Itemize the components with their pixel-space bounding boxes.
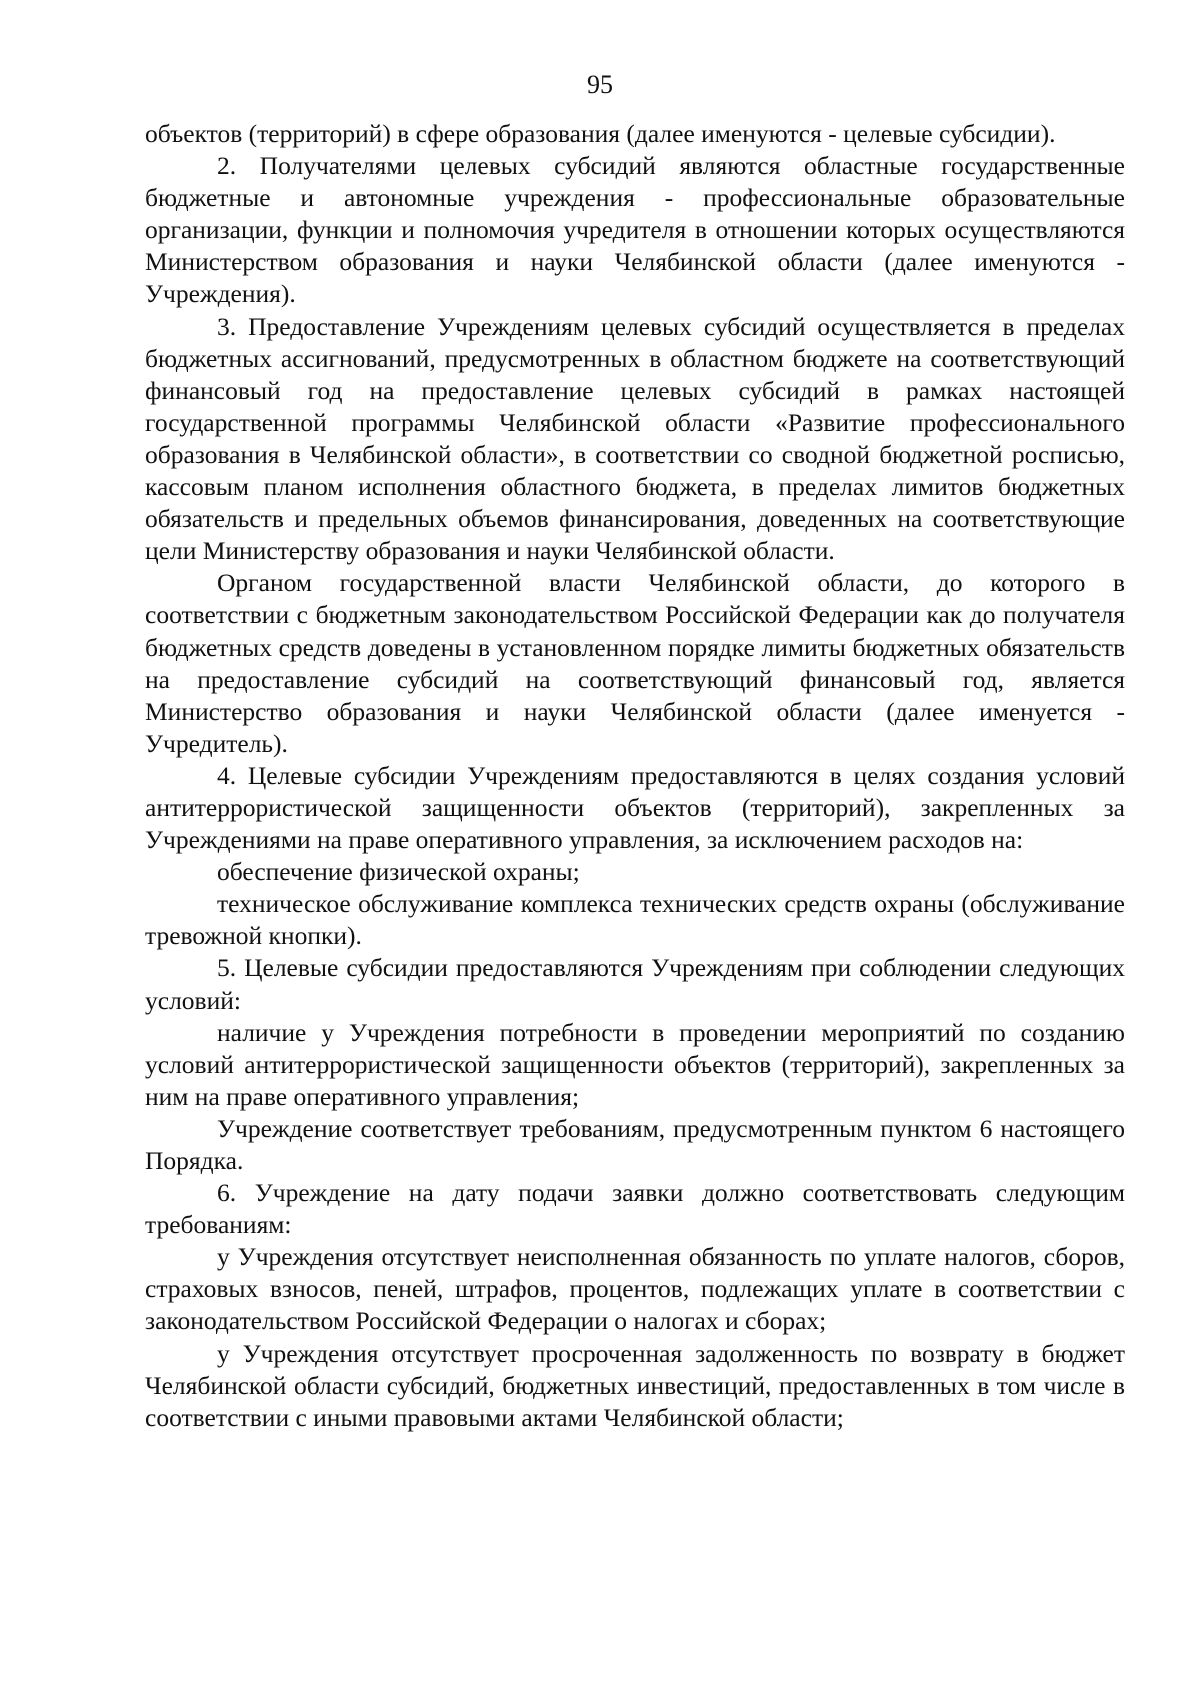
page-number: 95 [587,70,613,99]
paragraph-item-4: 4. Целевые субсидии Учреждениям предоставляются в целях создания условий антитеррористической защищенности объектов (территорий), закрепленных за Учреждениями на праве оперативного управления, за исключением расходов на: [145,760,1125,855]
paragraph-exclusion-physical-guard: обеспечение физической охраны; [217,857,580,887]
paragraph-founder-authority: Органом государственной власти Челябинской области, до которого в соответствии с бюджетным законодательством Российской Федерации как до получателя бюджетных средств доведены в установленном порядке лимиты бюджетных обязательств на предоставление субсидий на соответствующий финансовый год, является Министерство образования и науки Челябинской области (далее именуется - Учредитель). [145,568,1125,758]
paragraph-item-3: 3. Предоставление Учреждениям целевых субсидий осуществляется в пределах бюджетных ассигнований, предусмотренных в областном бюджете на соответствующий финансовый год на предоставление целевых субсидий в рамках настоящей государственной программы Челябинской области «Развитие профессионального образования в Челябинской области», в соответствии со сводной бюджетной росписью, кассовым планом исполнения областного бюджета, в пределах лимитов бюджетных обязательств и предельных объемов финансирования, доведенных на соответствующие цели Министерству образования и науки Челябинской области. [145,311,1125,566]
paragraph-requirement-no-overdue-debt: у Учреждения отсутствует просроченная задолженность по возврату в бюджет Челябинской области субсидий, бюджетных инвестиций, предоставленных в том числе в соответствии с иными правовыми актами Челябинской области; [145,1338,1125,1432]
paragraph-item-5: 5. Целевые субсидии предоставляются Учреждениям при соблюдении следующих условий: [145,953,1125,1015]
document-body [145,118,1125,1434]
paragraph-requirement-no-tax-debt: у Учреждения отсутствует неисполненная обязанность по уплате налогов, сборов, страховых взносов, пеней, штрафов, процентов, подлежащих уплате в соответствии с законодательством Российской Федерации о налогах и сборах; [145,1242,1125,1336]
paragraph-item-2: 2. Получателями целевых субсидий являются областные государственные бюджетные и автономные учреждения - профессиональные образовательные организации, функции и полномочия учредителя в отношении которых осуществляются Министерством образования и науки Челябинской области (далее именуются - Учреждения). [145,151,1125,309]
paragraph-exclusion-alarm-service: техническое обслуживание комплекса технических средств охраны (обслуживание тревожной кнопки). [145,889,1125,951]
paragraph-condition-requirements: Учреждение соответствует требованиям, предусмотренным пунктом 6 настоящего Порядка. [145,1113,1125,1175]
paragraph-continuation: объектов (территорий) в сфере образования (далее именуются - целевые субсидии). [145,119,1056,148]
paragraph-condition-need: наличие у Учреждения потребности в проведении мероприятий по созданию условий антитеррористической защищенности объектов (территорий), закрепленных за ним на праве оперативного управления; [145,1017,1125,1111]
paragraph-item-6: 6. Учреждение на дату подачи заявки должно соответствовать следующим требованиям: [145,1178,1125,1240]
